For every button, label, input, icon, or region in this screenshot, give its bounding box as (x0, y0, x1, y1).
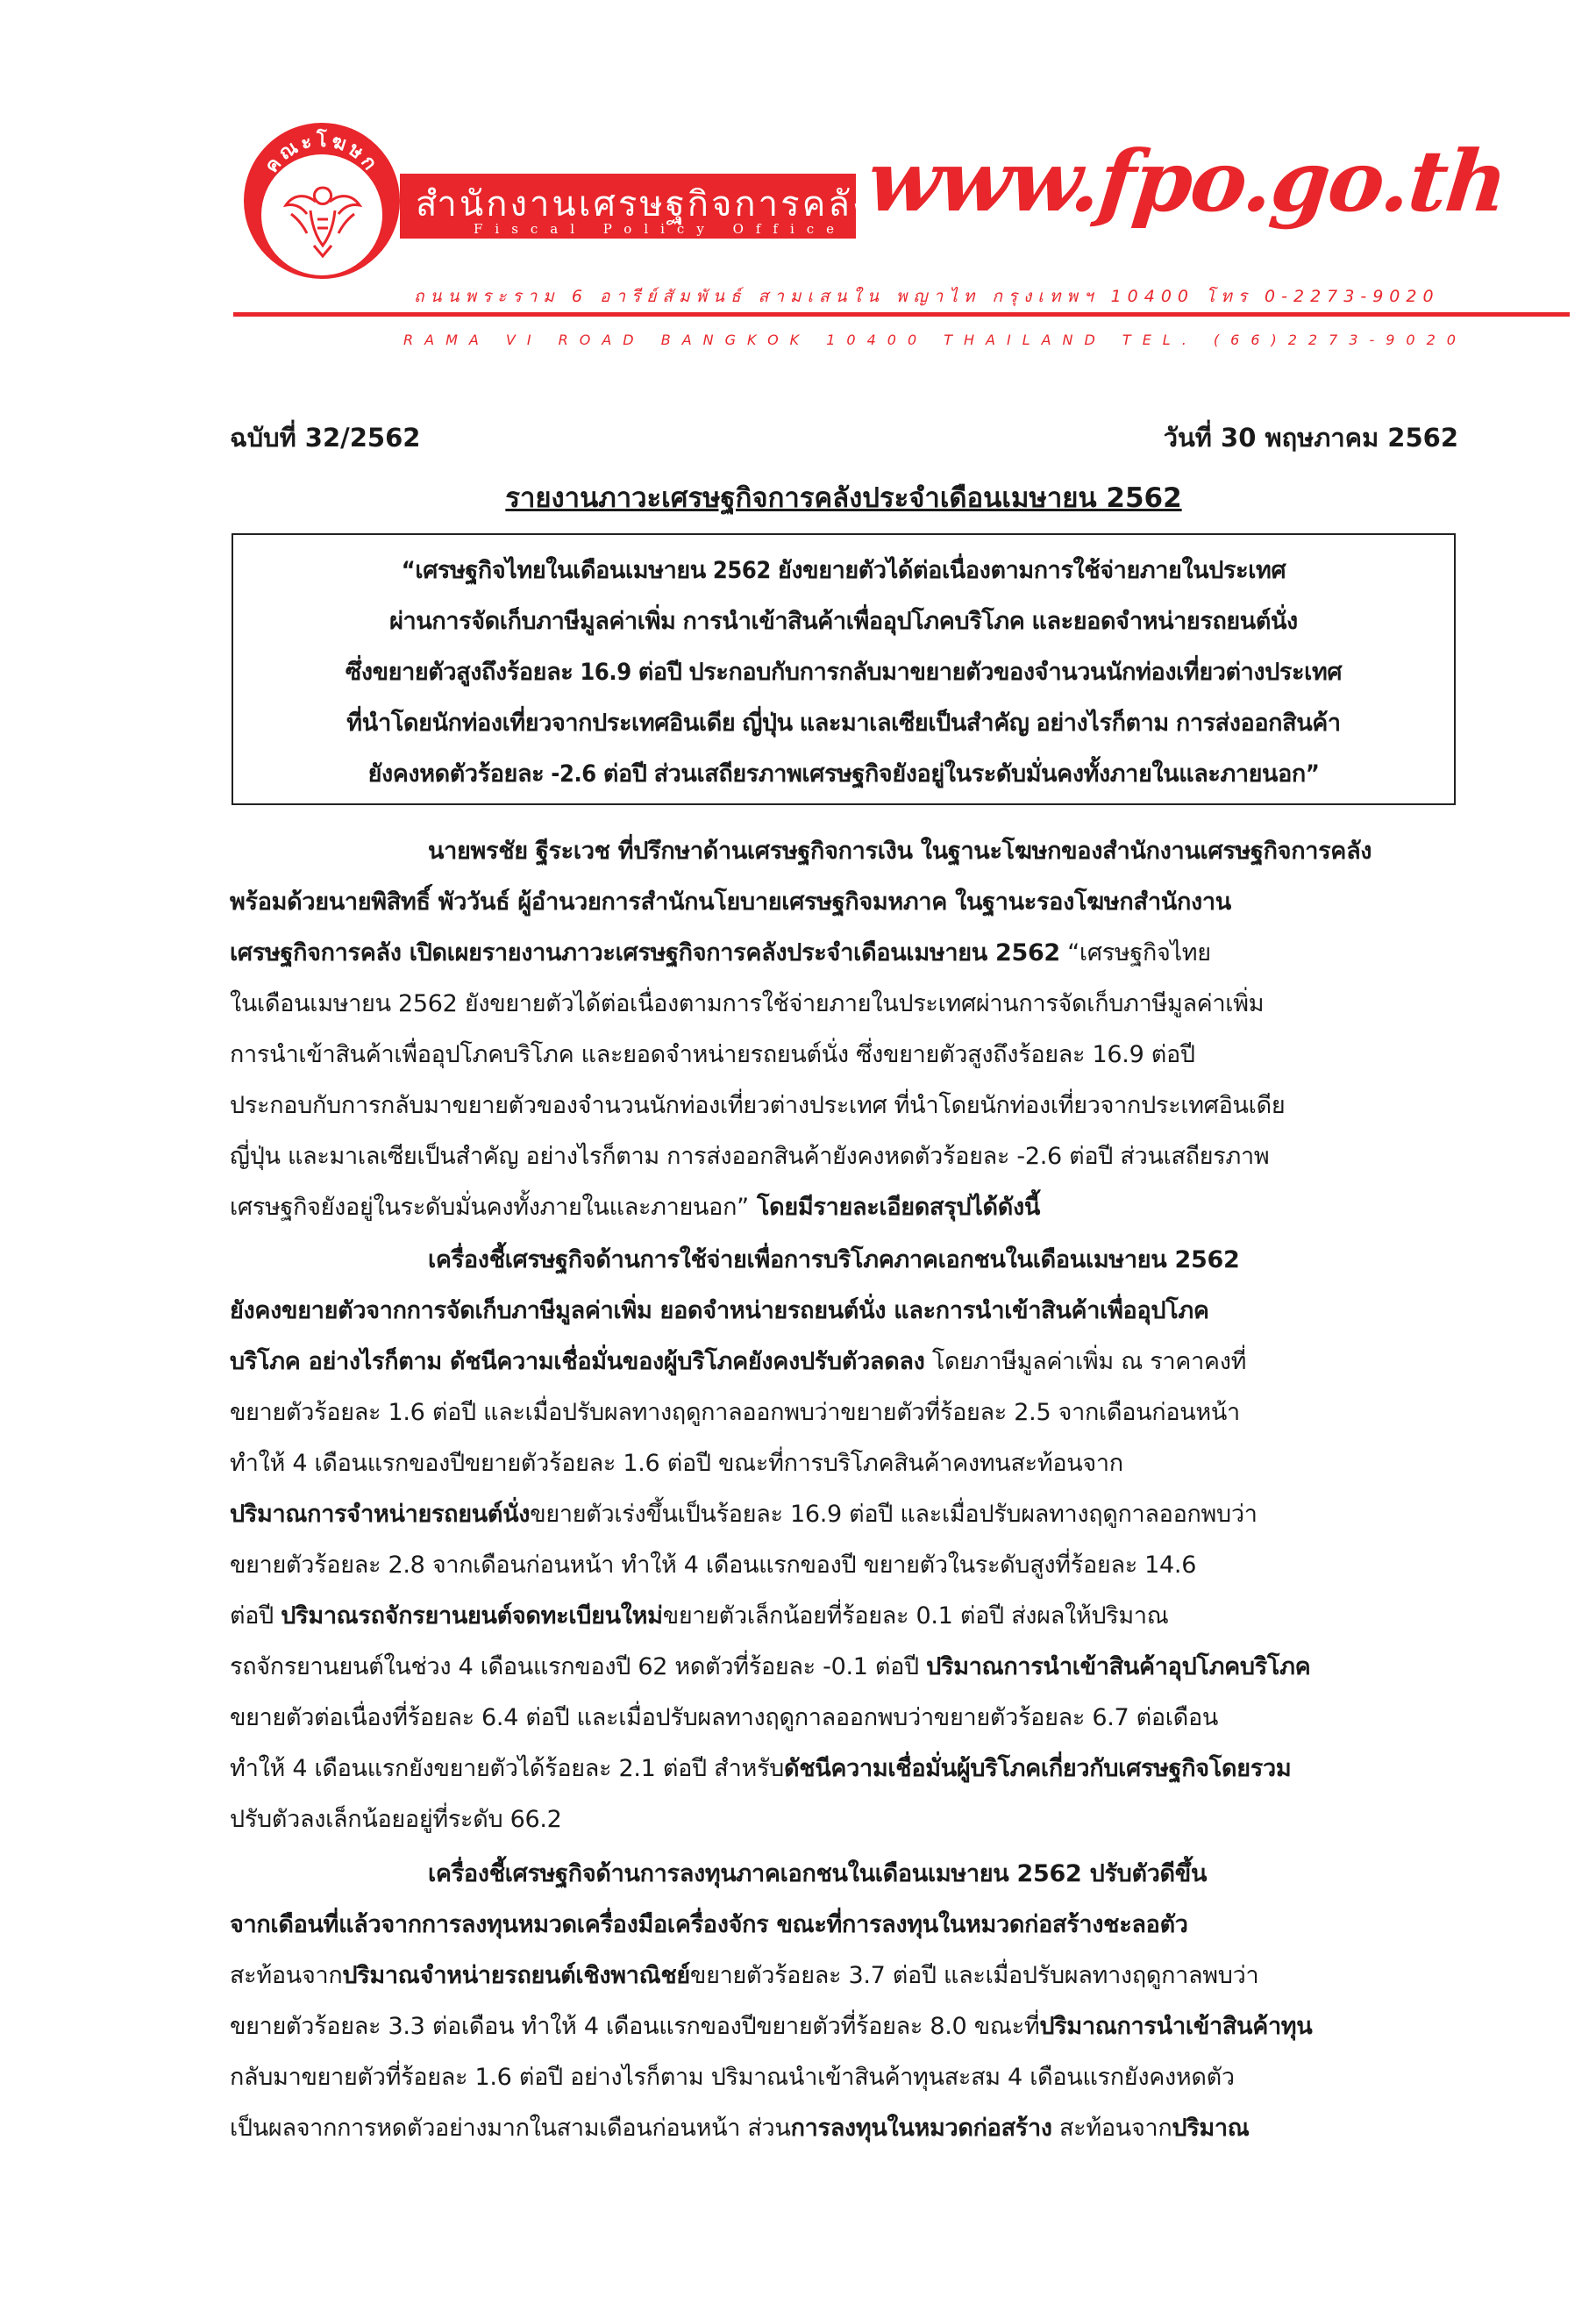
text-run: การนำเข้าสินค้าเพื่ออุปโภคบริโภค และยอดจำหน่ายรถยนต์นั่ง ซึ่งขยายตัวสูงถึงร้อยละ 16.9 ต่อปี (230, 1041, 1195, 1068)
paragraph-line (230, 2001, 1457, 2052)
letterhead-divider (233, 312, 1570, 317)
svg-text:คณะโฆษก: คณะโฆษก (260, 129, 383, 177)
paragraph-line (230, 1030, 1457, 1081)
paragraph-line (230, 1642, 1457, 1693)
text-run: สะท้อนจาก (230, 1962, 343, 1989)
text-run: ประกอบกับการกลับมาขยายตัวของจำนวนนักท่องเที่ยวต่างประเทศ ที่นำโดยนักท่องเที่ยวจากประเทศอินเดีย (230, 1092, 1286, 1119)
bold-text-run: เครื่องชี้เศรษฐกิจด้านการลงทุนภาคเอกชนในเดือนเมษายน 2562 ปรับตัวดีขึ้น (428, 1860, 1208, 1887)
paragraph-line (230, 877, 1457, 928)
paragraph-line (230, 826, 1457, 877)
paragraph-spokesperson (230, 826, 1457, 1233)
paragraph-line (230, 1081, 1457, 1131)
text-run: ขยายตัวร้อยละ 3.3 ต่อเดือน ทำให้ 4 เดือนแรกของปีขยายตัวที่ร้อยละ 8.0 ขณะที่ (230, 2013, 1040, 2040)
bold-text-run: บริโภค อย่างไรก็ตาม ดัชนีความเชื่อมั่นของผู้บริโภคยังคงปรับตัวลดลง (230, 1348, 925, 1375)
summary-line: ผ่านการจัดเก็บภาษีมูลค่าเพิ่ม การนำเข้าสินค้าเพื่ออุปโภคบริโภค และยอดจำหน่ายรถยนต์นั่ง (389, 608, 1298, 635)
agency-name-english: Fiscal Policy Office (474, 221, 847, 237)
bold-text-run: ยังคงขยายตัวจากการจัดเก็บภาษีมูลค่าเพิ่ม ยอดจำหน่ายรถยนต์นั่ง และการนำเข้าสินค้าเพื่ออุปโภค (230, 1297, 1209, 1324)
bold-text-run: โดยมีรายละเอียดสรุปได้ดังนี้ (748, 1194, 1041, 1221)
text-run: สะท้อนจาก (1051, 2115, 1172, 2142)
bold-text-run: ปริมาณ (1172, 2115, 1250, 2142)
paragraph-line (230, 1438, 1457, 1489)
bold-text-run: เศรษฐกิจการคลัง เปิดเผยรายงานภาวะเศรษฐกิจการคลังประจำเดือนเมษายน 2562 (230, 939, 1060, 967)
paragraph-investment (230, 1849, 1457, 2154)
website-url: www.fpo.go.th (863, 132, 1511, 231)
agency-name-thai: สำนักงานเศรษฐกิจการคลัง (416, 184, 873, 225)
paragraph-line (230, 2052, 1457, 2103)
text-run: ขยายตัวเล็กน้อยที่ร้อยละ 0.1 ต่อปี ส่งผลให้ปริมาณ (662, 1602, 1169, 1630)
text-run: รถจักรยานยนต์ในช่วง 4 เดือนแรกของปี 62 หดตัวที่ร้อยละ -0.1 ต่อปี (230, 1653, 927, 1680)
text-run: โดยภาษีมูลค่าเพิ่ม ณ ราคาคงที่ (924, 1348, 1247, 1375)
paragraph-line (230, 1951, 1457, 2001)
text-run: ขยายตัวร้อยละ 1.6 ต่อปี และเมื่อปรับผลทางฤดูกาลออกพบว่าขยายตัวที่ร้อยละ 2.5 จากเดือนก่อนหน้า (230, 1399, 1240, 1426)
text-run: เศรษฐกิจยังอยู่ในระดับมั่นคงทั้งภายในและภายนอก” (230, 1194, 749, 1221)
paragraph-line (230, 1900, 1457, 1951)
summary-line: ซึ่งขยายตัวสูงถึงร้อยละ 16.9 ต่อปี ประกอบกับการกลับมาขยายตัวของจำนวนนักท่องเที่ยวต่างประเทศ (345, 659, 1343, 686)
text-run: ญี่ปุ่น และมาเลเซียเป็นสำคัญ อย่างไรก็ตาม การส่งออกสินค้ายังคงหดตัวร้อยละ -2.6 ต่อปี ส่วนเสถียรภาพ (230, 1143, 1270, 1170)
issue-number: ฉบับที่ 32/2562 (230, 423, 421, 453)
text-run: “เศรษฐกิจไทย (1059, 939, 1211, 967)
paragraph-line (230, 979, 1457, 1030)
text-run: ขยายตัวเร่งขึ้นเป็นร้อยละ 16.9 ต่อปี และเมื่อปรับผลทางฤดูกาลออกพบว่า (530, 1501, 1258, 1528)
bold-text-run: เครื่องชี้เศรษฐกิจด้านการใช้จ่ายเพื่อการบริโภคภาคเอกชนในเดือนเมษายน 2562 (428, 1246, 1240, 1273)
text-run: กลับมาขยายตัวที่ร้อยละ 1.6 ต่อปี อย่างไรก็ตาม ปริมาณนำเข้าสินค้าทุนสะสม 4 เดือนแรกยังคงหดตัว (230, 2064, 1235, 2091)
garuda-emblem-icon (279, 175, 367, 260)
paragraph-line (230, 1744, 1457, 1794)
bold-text-run: ปริมาณจำหน่ายรถยนต์เชิงพาณิชย์ (342, 1962, 690, 1989)
paragraph-line (230, 928, 1457, 979)
text-run: เป็นผลจากการหดตัวอย่างมากในสามเดือนก่อนหน้า ส่วน (230, 2115, 791, 2142)
paragraph-consumption (230, 1235, 1457, 1845)
bold-text-run: ปริมาณการนำเข้าสินค้าอุปโภคบริโภค (926, 1653, 1311, 1680)
paragraph-line (230, 1131, 1457, 1182)
paragraph-line (230, 1591, 1457, 1642)
summary-box (232, 533, 1456, 805)
address-thai: ถนนพระราม 6 อารีย์สัมพันธ์ สามเสนใน พญาไท กรุงเทพฯ 10400 โทร 0-2273-9020 (414, 287, 1440, 306)
summary-line: ที่นำโดยนักท่องเที่ยวจากประเทศอินเดีย ญี่ปุ่น และมาเลเซียเป็นสำคัญ อย่างไรก็ตาม การส่งออกสินค้า (346, 710, 1341, 737)
bold-text-run: นายพรชัย ฐีระเวช ที่ปรึกษาด้านเศรษฐกิจการเงิน ในฐานะโฆษกของสำนักงานเศรษฐกิจการคลัง (428, 838, 1372, 865)
paragraph-line (230, 1489, 1457, 1540)
paragraph-line (230, 1849, 1457, 1900)
text-run: ทำให้ 4 เดือนแรกยังขยายตัวได้ร้อยละ 2.1 ต่อปี สำหรับ (230, 1755, 784, 1782)
paragraph-line (230, 1387, 1457, 1438)
issue-date: วันที่ 30 พฤษภาคม 2562 (1163, 423, 1458, 453)
text-run: ขยายตัวร้อยละ 3.7 ต่อปี และเมื่อปรับผลทางฤดูกาลพบว่า (689, 1962, 1259, 1989)
paragraph-line (230, 1540, 1457, 1591)
summary-line: ยังคงหดตัวร้อยละ -2.6 ต่อปี ส่วนเสถียรภาพเศรษฐกิจยังอยู่ในระดับมั่นคงทั้งภายในและภายนอก” (367, 760, 1320, 788)
bold-text-run: การลงทุนในหมวดก่อสร้าง (790, 2115, 1052, 2142)
bold-text-run: ปริมาณรถจักรยานยนต์จดทะเบียนใหม่ (281, 1602, 663, 1630)
bold-text-run: พร้อมด้วยนายพิสิทธิ์ พัววันธ์ ผู้อำนวยการสำนักนโยบายเศรษฐกิจมหภาค ในฐานะรองโฆษกสำนักงาน (230, 888, 1231, 916)
paragraph-line (230, 1693, 1457, 1744)
bold-text-run: ปริมาณการจำหน่ายรถยนต์นั่ง (230, 1501, 531, 1528)
text-run: ทำให้ 4 เดือนแรกของปีขยายตัวร้อยละ 1.6 ต่อปี ขณะที่การบริโภคสินค้าคงทนสะท้อนจาก (230, 1450, 1123, 1477)
paragraph-line (230, 1794, 1457, 1845)
text-run: ขยายตัวร้อยละ 2.8 จากเดือนก่อนหน้า ทำให้ 4 เดือนแรกของปี ขยายตัวในระดับสูงที่ร้อยละ 14.6 (230, 1552, 1197, 1579)
paragraph-line (230, 1235, 1457, 1286)
text-run: ปรับตัวลงเล็กน้อยอยู่ที่ระดับ 66.2 (230, 1806, 562, 1833)
paragraph-line (230, 2103, 1457, 2154)
bold-text-run: จากเดือนที่แล้วจากการลงทุนหมวดเครื่องมือเครื่องจักร ขณะที่การลงทุนในหมวดก่อสร้างชะลอตัว (230, 1911, 1188, 1938)
address-english: RAMA VI ROAD BANGKOK 10400 THAILAND TEL. (66)2273-9020 (403, 332, 1467, 348)
page-title: รายงานภาวะเศรษฐกิจการคลังประจำเดือนเมษายน 2562 (505, 482, 1182, 514)
text-run: ในเดือนเมษายน 2562 ยังขยายตัวได้ต่อเนื่องตามการใช้จ่ายภายในประเทศผ่านการจัดเก็บภาษีมูลค่าเพิ่ม (230, 990, 1265, 1017)
text-run: ต่อปี (230, 1602, 281, 1630)
paragraph-line (230, 1286, 1457, 1337)
paragraph-line (230, 1182, 1457, 1233)
bold-text-run: ปริมาณการนำเข้าสินค้าทุน (1039, 2013, 1313, 2040)
summary-line: “เศรษฐกิจไทยในเดือนเมษายน 2562 ยังขยายตัวได้ต่อเนื่องตามการใช้จ่ายภายในประเทศ (401, 557, 1286, 584)
paragraph-line (230, 1337, 1457, 1387)
bold-text-run: ดัชนีความเชื่อมั่นผู้บริโภคเกี่ยวกับเศรษฐกิจโดยรวม (783, 1755, 1292, 1782)
text-run: ขยายตัวต่อเนื่องที่ร้อยละ 6.4 ต่อปี และเมื่อปรับผลทางฤดูกาลออกพบว่าขยายตัวร้อยละ 6.7 ต่อเดือน (230, 1704, 1219, 1731)
